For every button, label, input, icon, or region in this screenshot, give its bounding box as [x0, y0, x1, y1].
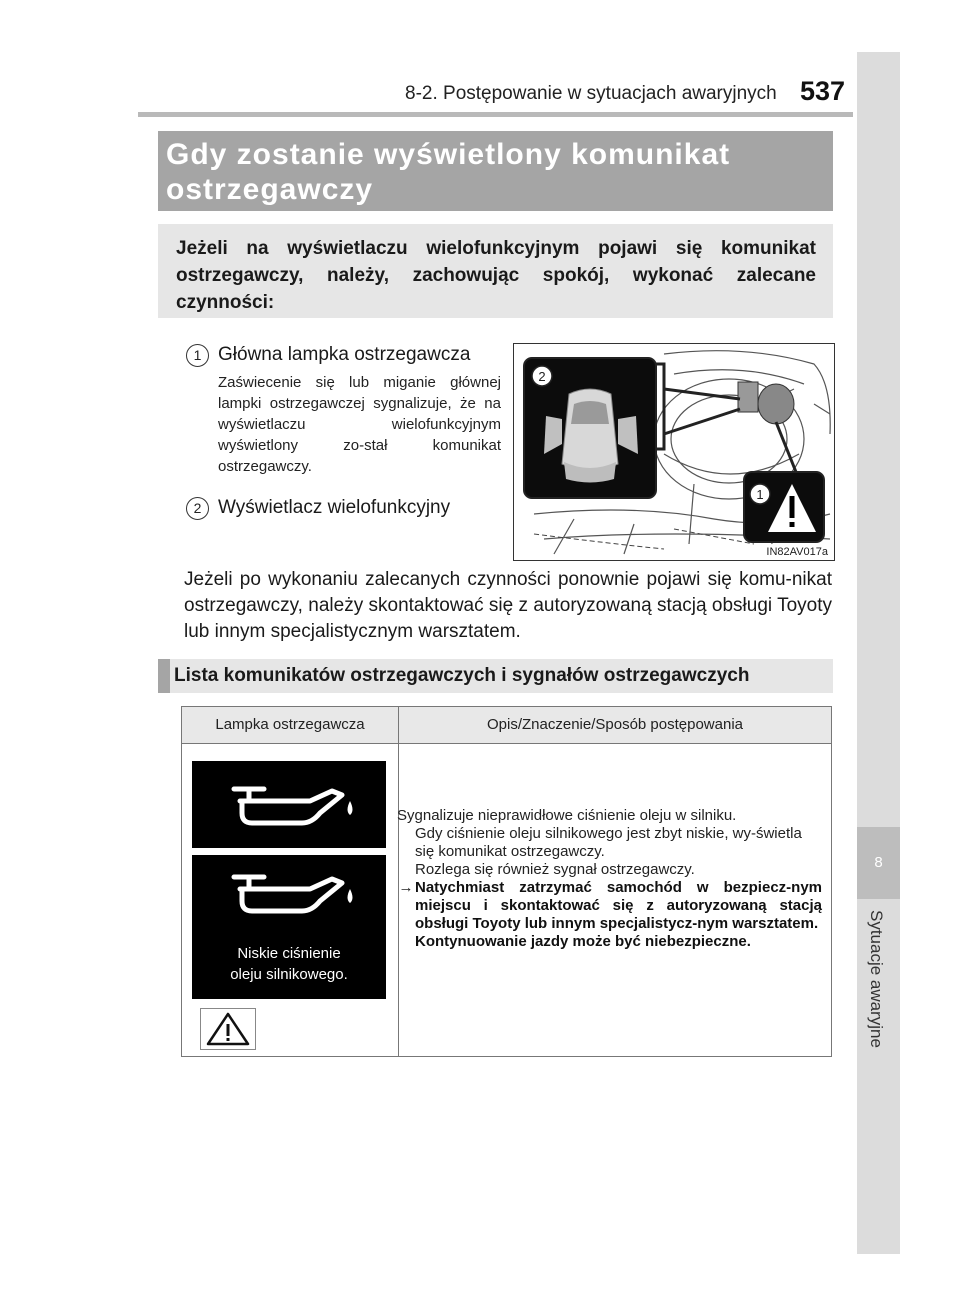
chapter-number: 8	[857, 827, 900, 899]
item-description-1: Zaświecenie się lub miganie głównej lampki ostrzegawczej sygnalizuje, że na wyświetlaczu wielofunkcyjnym wyświetlony zo-stał komunikat ostrzegawczy.	[218, 374, 501, 475]
warning-description	[397, 807, 822, 951]
arrow-icon: →	[398, 879, 414, 896]
figure-code: IN82AV017a	[766, 546, 828, 558]
running-header-title: 8-2. Postępowanie w sytuacjach awaryjnych	[405, 83, 777, 104]
section-heading-line2: ostrzegawczy	[166, 173, 374, 206]
list-heading-text: Lista komunikatów ostrzegawczych i sygnałów ostrzegawczych	[174, 665, 750, 686]
warning-table	[181, 706, 832, 1057]
lamp-message-line1: Niskie ciśnienie	[237, 945, 341, 962]
lamp-message-text	[192, 943, 386, 985]
item-label-1: Główna lampka ostrzegawcza	[218, 344, 471, 365]
desc-action-text: Natychmiast zatrzymać samochód w bezpiecz-nym miejscu i skontaktować się z autoryzowaną stacją obsługi Toyoty lub innym specjalistycz-nym warsztatem.	[415, 879, 822, 932]
lamp-message-line2: oleju silnikowego.	[230, 966, 348, 983]
desc-action	[397, 879, 822, 933]
figure-callout-1: 1	[756, 487, 764, 502]
body-paragraph: Jeżeli po wykonaniu zalecanych czynności ponownie pojawi się komu-nikat ostrzegawczy, należy skontaktować się z autoryzowaną stacją obsługi Toyoty lub innym specjalistycznym warsztatem.	[184, 569, 832, 642]
list-heading	[158, 659, 833, 693]
item-label-2: Wyświetlacz wielofunkcyjny	[218, 497, 451, 518]
figure-callout-2: 2	[538, 369, 546, 384]
desc-danger-text: Kontynuowanie jazdy może być niebezpieczne.	[415, 933, 751, 950]
desc-line1: Sygnalizuje nieprawidłowe ciśnienie oleju w silniku.	[397, 807, 737, 824]
dashboard-figure	[513, 343, 835, 561]
oil-pressure-message-display	[192, 855, 386, 999]
desc-line3: Rozlega się również sygnał ostrzegawczy.	[415, 861, 695, 878]
item-number-2: 2	[186, 497, 209, 520]
item-number-1: 1	[186, 344, 209, 367]
section-heading-line1: Gdy zostanie wyświetlony komunikat	[166, 138, 731, 171]
header-rule	[138, 112, 853, 117]
table-header-row	[182, 707, 831, 744]
section-heading	[158, 131, 833, 211]
oil-can-icon	[192, 761, 386, 848]
section-heading-text	[166, 137, 730, 207]
intro-text: Jeżeli na wyświetlaczu wielofunkcyjnym pojawi się komunikat ostrzegawczy, należy, zachowując spokój, wykonać zalecane czynności:	[176, 238, 816, 313]
warning-triangle-icon	[200, 1008, 256, 1050]
dashboard-illustration	[514, 344, 834, 560]
desc-line2: Gdy ciśnienie oleju silnikowego jest zbyt niskie, wy-świetla się komunikat ostrzegawczy.	[415, 825, 802, 860]
chapter-side-tab	[857, 52, 900, 1254]
oil-pressure-lamp	[192, 761, 386, 848]
table-header-description: Opis/Znaczenie/Sposób postępowania	[487, 716, 743, 733]
table-header-lamp: Lampka ostrzegawcza	[215, 716, 365, 733]
intro-box	[158, 224, 833, 318]
page-number: 537	[800, 76, 846, 106]
oil-can-icon	[192, 855, 386, 945]
chapter-title: Sytuacje awaryjne	[867, 910, 886, 1048]
